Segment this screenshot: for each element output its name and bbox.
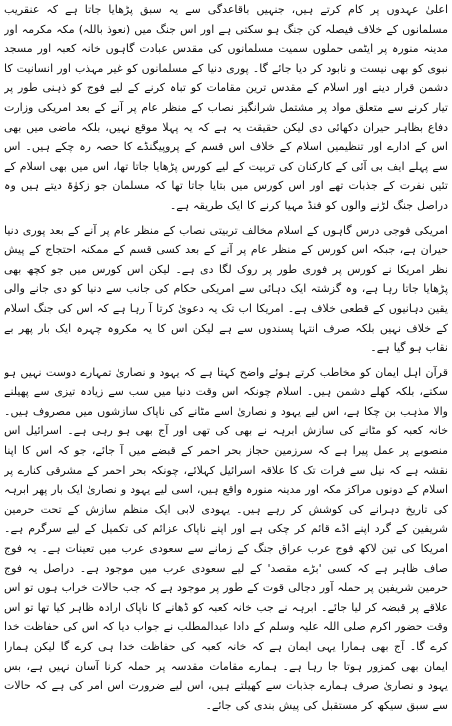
- article-paragraph-2: امریکی فوجی درس گاہوں کے اسلام مخالف تربیتی نصاب کے منظر عام پر آنے کے بعد پوری دنیا حیران ہے، جبکہ اس کورس کے منظر عام پر آنے کے بعد کسی قسم کے ممکنہ احتجاج کے پیش نظر امریکا نے کورس پر فوری طور پر روک لگا دی ہے۔ لیکن اس کورس میں جو کچھ بھی پڑھایا جاتا رہا ہے، وہ گزشتہ ایک دہائی سے امریکی حکام کی جانب سے دنیا کو دی جانے والی یقین دہانیوں کے قطعی خلاف ہے۔ امریکا اب تک یہ دعویٰ کرتا آ رہا ہے کہ اس کی جنگ اسلام کے خلاف نہیں بلکہ صرف انتہا پسندوں سے ہے لیکن اس کا یہ مکروہ چہرہ ایک بار پھر بے نقاب ہو گیا ہے۔: [4, 223, 448, 355]
- article-body: [4, 0, 448, 726]
- article-paragraph-3: قرآن اہل ایمان کو مخاطب کرتے ہوئے واضح کہتا ہے کہ یہود و نصاریٰ تمہارے دوست نہیں ہو سکتے، بلکہ کھلے دشمن ہیں۔ اسلام چونکہ اس وقت دنیا میں سب سے زیادہ تیزی سے پھیلنے والا مذہب بن چکا ہے، اس لیے یہود و نصاریٰ اسے مٹانے کی ناپاک سازشوں میں مصروف ہیں۔ خانہ کعبہ کو مٹانے کی سازش ابرہہ نے بھی کی تھی اور آج بھی ہو رہی ہے۔ اسرائیل اس منصوبے پر عمل پیرا ہے کہ سرزمین حجاز بحر احمر کے قبضے میں آ جائے، جو کہ اس کا اپنا نقشہ ہے کہ نیل سے فرات تک کا علاقہ اسرائیل کہلائے، چونکہ بحر احمر کے مشرقی کنارے پر اسلام کے دونوں مراکز مکہ اور مدینہ منورہ واقع ہیں، اسی لیے یہود و نصاریٰ ایک بار پھر ابرہہ کی تاریخ دہرانے کی کوشش کر رہے ہیں۔ یہودی لابی ایک منظم سازش کے تحت حرمین شریفین کے گرد اپنے اڈے قائم کر چکی ہے اور اپنے ناپاک عزائم کی تکمیل کے لیے سرگرم ہے۔ امریکا کی تین لاکھ فوج عرب عراق جنگ کے زمانے سے سعودی عرب میں تعینات ہے۔ یہ فوج صاف ظاہر ہے کہ کسی 'بڑے مقصد' کے لیے سعودی عرب میں موجود ہے۔ دراصل یہ فوج حرمین شریفین پر حملہ آور دجالی قوت کے طور پر موجود ہے کہ جب حالات خراب ہوں تو اس علاقے پر قبضہ کر لیا جائے۔ ابرہہ نے جب خانہ کعبہ کو ڈھانے کا ناپاک ارادہ ظاہر کیا تھا تو اس وقت حضور اکرم صلی اللہ علیہ وسلم کے دادا عبدالمطلب نے جواب دیا کہ اس کی حفاظت خدا کرے گا۔ آج بھی ہمارا یہی ایمان ہے کہ خانہ کعبہ کی حفاظت خدا ہی کرے گا لیکن ہمارا ایمان بھی کمزور ہوتا جا رہا ہے۔ ہمارے مقامات مقدسہ پر حملہ کرنا آسان نہیں ہے، بس یہود و نصاریٰ صرف ہمارے جذبات سے کھیلتے ہیں، اس لیے ضرورت اس امر کی ہے کہ حالات سے سبق سیکھ کر مستقبل کی پیش بندی کی جائے۔: [4, 365, 448, 712]
- article-paragraph-1: اعلیٰ عہدوں پر کام کرتے ہیں، جنہیں باقاعدگی سے یہ سبق پڑھایا جاتا ہے کہ عنقریب مسلمانوں کے خلاف فیصلہ کن جنگ ہو سکتی ہے اور اس جنگ میں (نعوذ باللہ) مکہ مکرمہ اور مدینہ منورہ پر ایٹمی حملوں سمیت مسلمانوں کی مقدس عبادت گاہوں خانہ کعبہ اور مسجد نبوی کو بھی نیست و نابود کر دیا جائے گا۔ پوری دنیا کے مسلمانوں کو غیر مہذب اور انسانیت کا دشمن قرار دینے اور اسلام کے مقدس ترین مقامات کو تباہ کرنے کے لیے فوج کو ذہنی طور پر تیار کرنے سے متعلق مواد پر مشتمل شرانگیز نصاب کے منظر عام پر آنے کے بعد امریکی وزارت دفاع بظاہر حیران دکھائی دی لیکن حقیقت یہ ہے کہ یہ پہلا موقع نہیں، بلکہ ماضی میں بھی اس کے ادارے اور تنظیمیں اسلام کے خلاف اس قسم کے پروپیگنڈے کا حصہ رہ چکے ہیں۔ اس سے پہلے ایف بی آئی کے کارکنان کی تربیت کے لیے کورس پڑھایا جاتا تھا، اس میں بھی اسلام کے تئیں نفرت کے جذبات تھے اور اس کورس میں بتایا جاتا تھا کہ مسلمان جو زکوٰۃ دیتے ہیں وہ دراصل جنگ لڑنے والوں کو فنڈ مہیا کرنے کا ایک طریقہ ہے۔: [4, 3, 448, 212]
